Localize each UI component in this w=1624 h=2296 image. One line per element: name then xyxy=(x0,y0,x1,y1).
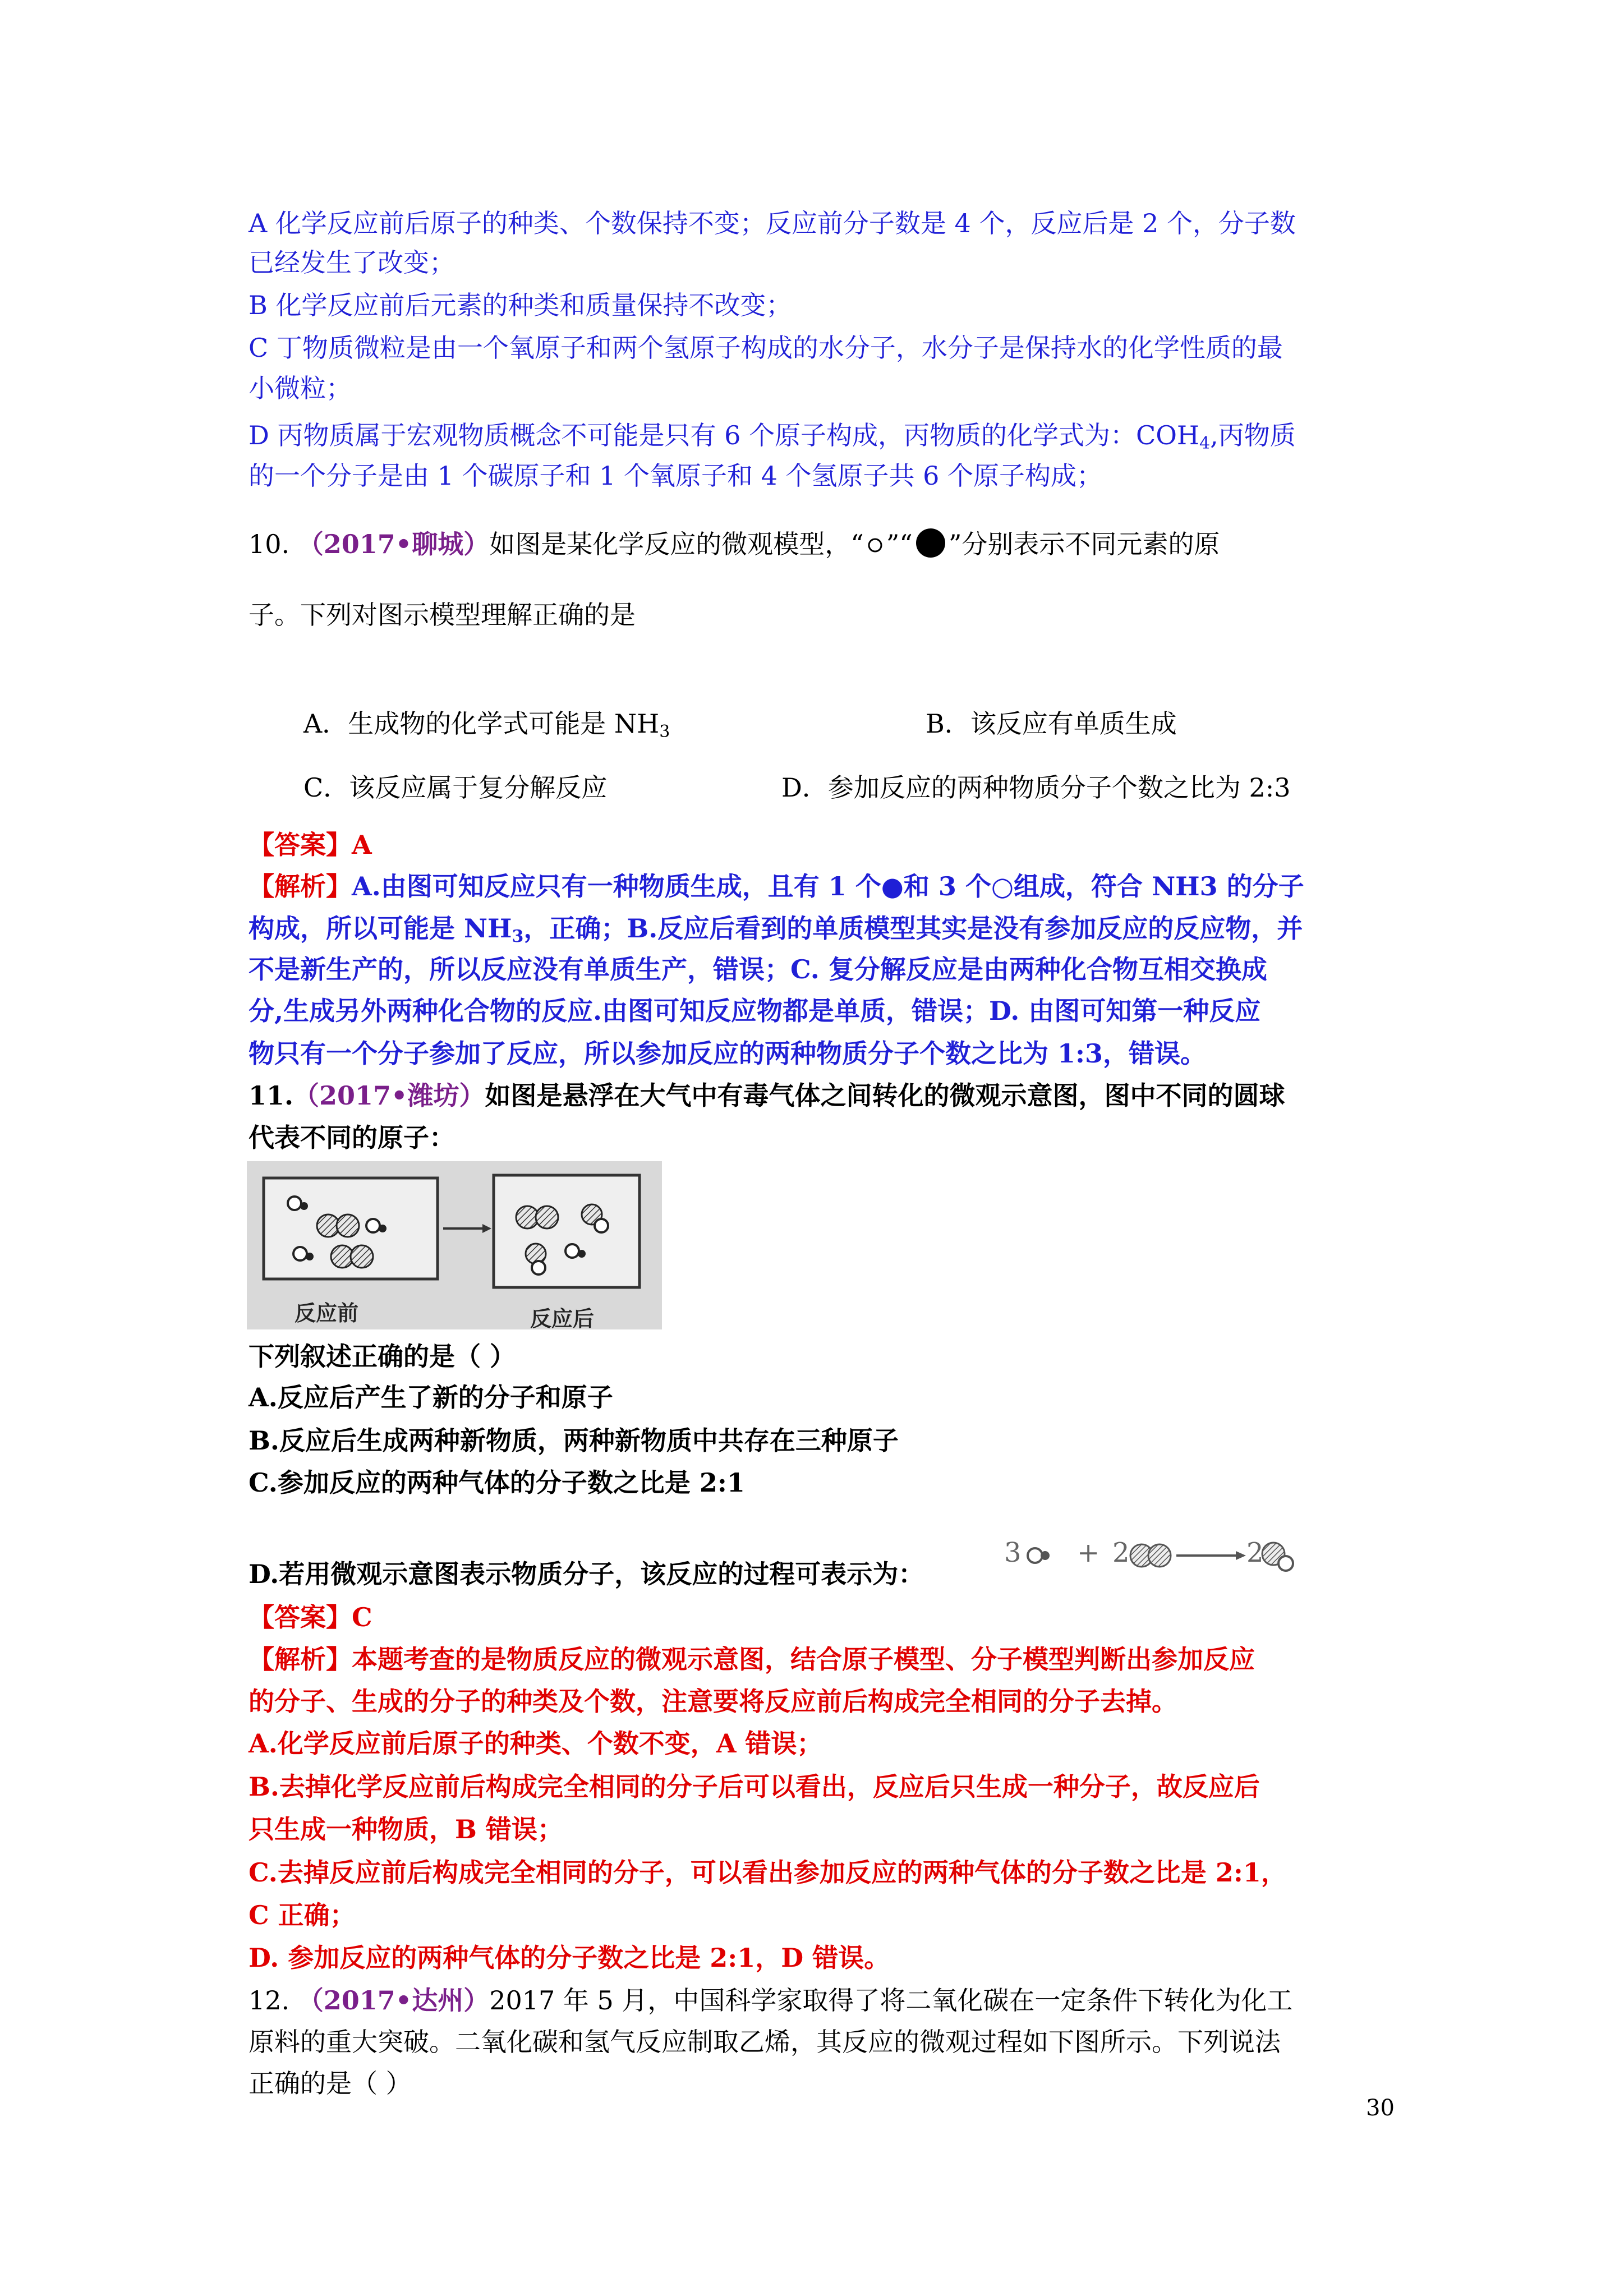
analysis-tag: 【解析】 xyxy=(249,871,352,901)
d-line1-subscript: 4 xyxy=(1199,434,1211,453)
q11-analysis-a: A.化学反应前后原子的种类、个数不变，A 错误； xyxy=(249,1728,823,1759)
prev-explanation-c-line2: 小微粒； xyxy=(249,373,352,403)
q11-analysis-d: D. 参加反应的两种气体的分子数之比是 2:1，D 错误。 xyxy=(249,1943,890,1973)
q11-option-d: D.若用微观示意图表示物质分子，该反应的过程可表示为： xyxy=(249,1559,924,1589)
q12-source: （2017•达州） xyxy=(297,1985,490,2016)
prev-explanation-a-line1: A 化学反应前后原子的种类、个数保持不变；反应前分子数是 4 个，反应后是 2 个，分子数 xyxy=(249,208,1296,238)
before-label: 反应前 xyxy=(295,1301,359,1326)
q10-option-a-text: A．生成物的化学式可能是 NH xyxy=(303,708,660,739)
q11-stem-text: 如图是悬浮在大气中有毒气体之间转化的微观示意图，图中不同的圆球 xyxy=(485,1080,1285,1111)
q11-stem-line2: 代表不同的原子： xyxy=(249,1122,455,1153)
q11-equation-figure xyxy=(1001,1523,1338,1585)
q12-stem-line3: 正确的是（ ） xyxy=(249,2068,412,2099)
q10-source: （2017•聊城） xyxy=(297,529,490,559)
q10-stem-post: 分别表示不同元素的原 xyxy=(961,529,1220,559)
q10-stem-line2: 子。下列对图示模型理解正确的是 xyxy=(249,600,636,630)
q11-analysis-b-line1: B.去掉化学反应前后构成完全相同的分子后可以看出，反应后只生成一种分子，故反应后 xyxy=(249,1772,1260,1802)
quote-open-1: “ xyxy=(850,529,864,559)
q10-analysis-text2-tail: ，正确；B.反应后看到的单质模型其实是没有参加反应的反应物，并 xyxy=(523,913,1303,944)
d-line1-text: D 丙物质属于宏观物质概念不可能是只有 6 个原子构成，丙物质的化学式为：COH xyxy=(249,420,1200,450)
answer-value: C xyxy=(352,1602,372,1632)
q11-reaction-figure xyxy=(247,1161,662,1329)
answer-value: A xyxy=(352,830,372,860)
q12-stem-line2: 原料的重大突破。二氧化碳和氢气反应制取乙烯，其反应的微观过程如下图所示。下列说法 xyxy=(249,2027,1281,2057)
q10-analysis-text2: 构成，所以可能是 NH xyxy=(249,913,512,944)
equation-coef-1: 3 xyxy=(1004,1537,1022,1568)
q12-stem-line1 xyxy=(249,1985,1292,2016)
answer-tag: 【答案】 xyxy=(249,1602,352,1632)
page-number: 30 xyxy=(1366,2095,1395,2121)
q12-stem-text: 2017 年 5 月，中国科学家取得了将二氧化碳在一定条件下转化为化工 xyxy=(489,1985,1293,2016)
q10-analysis-line2 xyxy=(249,913,1303,953)
quote-close-1: ” xyxy=(886,529,900,559)
prev-explanation-c-line1: C 丁物质微粒是由一个氧原子和两个氢原子构成的水分子，水分子是保持水的化学性质的最 xyxy=(249,333,1283,363)
quote-open-2: “ xyxy=(899,529,913,559)
q11-analysis-line1 xyxy=(249,1644,1255,1675)
q10-option-a xyxy=(303,708,670,748)
answer-tag: 【答案】 xyxy=(249,830,352,860)
black-atom-icon xyxy=(913,527,949,565)
q10-answer xyxy=(249,829,372,861)
q11-analysis-c-line1: C.去掉反应前后构成完全相同的分子，可以看出参加反应的两种气体的分子数之比是 2:1， xyxy=(249,1857,1287,1888)
q10-analysis-line5: 物只有一个分子参加了反应，所以参加反应的两种物质分子个数之比为 1:3，错误。 xyxy=(249,1038,1207,1069)
q11-analysis-c-line2: C 正确； xyxy=(249,1900,356,1930)
q11-analysis-line2: 的分子、生成的分子的种类及个数，注意要将反应前后构成完全相同的分子去掉。 xyxy=(249,1686,1177,1717)
q11-option-a: A.反应后产生了新的分子和原子 xyxy=(249,1382,613,1412)
after-label: 反应后 xyxy=(530,1306,595,1331)
q10-option-d: D．参加反应的两种物质分子个数之比为 2:3 xyxy=(781,772,1291,803)
prev-explanation-d-line2: 的一个分子是由 1 个碳原子和 1 个氧原子和 4 个氢原子共 6 个原子构成； xyxy=(249,461,1103,491)
equation-coef-2: 2 xyxy=(1112,1537,1130,1568)
prev-explanation-b: B 化学反应前后元素的种类和质量保持不改变； xyxy=(249,290,792,320)
q11-analysis-text1: 本题考查的是物质反应的微观示意图，结合原子模型、分子模型判断出参加反应 xyxy=(352,1644,1255,1674)
q10-option-a-subscript: 3 xyxy=(659,722,670,742)
q10-analysis-text1: A.由图可知反应只有一种物质生成，且有 1 个●和 3 个○组成，符合 NH3 的分子 xyxy=(352,871,1304,901)
q10-analysis-line3: 不是新生产的，所以反应没有单质生产，错误；C. 复分解反应是由两种化合物互相交换成 xyxy=(249,954,1267,984)
q10-number: 10. xyxy=(249,529,290,559)
q10-analysis-subscript: 3 xyxy=(512,927,524,946)
q10-analysis-line1 xyxy=(249,871,1304,902)
q11-number: 11. xyxy=(249,1080,294,1111)
q11-prompt: 下列叙述正确的是（ ） xyxy=(249,1341,516,1372)
q11-answer xyxy=(249,1602,372,1633)
q10-analysis-line4: 分,生成另外两种化合物的反应.由图可知反应物都是单质，错误；D. 由图可知第一种反应 xyxy=(249,996,1261,1026)
q11-option-c: C.参加反应的两种气体的分子数之比是 2:1 xyxy=(249,1467,745,1498)
white-atom-icon xyxy=(864,531,886,562)
q11-option-b: B.反应后生成两种新物质，两种新物质中共存在三种原子 xyxy=(249,1425,899,1456)
d-line1-tail: ,丙物质 xyxy=(1210,420,1296,450)
q10-option-c: C．该反应属于复分解反应 xyxy=(303,772,608,803)
equation-plus: + xyxy=(1077,1537,1100,1568)
equation-coef-3: 2 xyxy=(1246,1537,1264,1568)
q10-stem-line1 xyxy=(249,527,1220,565)
q11-stem-line1 xyxy=(249,1080,1285,1111)
q12-number: 12. xyxy=(249,1985,290,2016)
prev-explanation-d-line1 xyxy=(249,420,1296,459)
quote-close-2: ” xyxy=(948,529,962,559)
analysis-tag: 【解析】 xyxy=(249,1644,352,1674)
q11-analysis-b-line2: 只生成一种物质，B 错误； xyxy=(249,1814,563,1844)
q10-stem-pre: 如图是某化学反应的微观模型， xyxy=(489,529,851,559)
q11-source: （2017•潍坊） xyxy=(293,1080,485,1111)
q10-option-b: B．该反应有单质生成 xyxy=(926,708,1177,739)
prev-explanation-a-line2: 已经发生了改变； xyxy=(249,247,455,278)
